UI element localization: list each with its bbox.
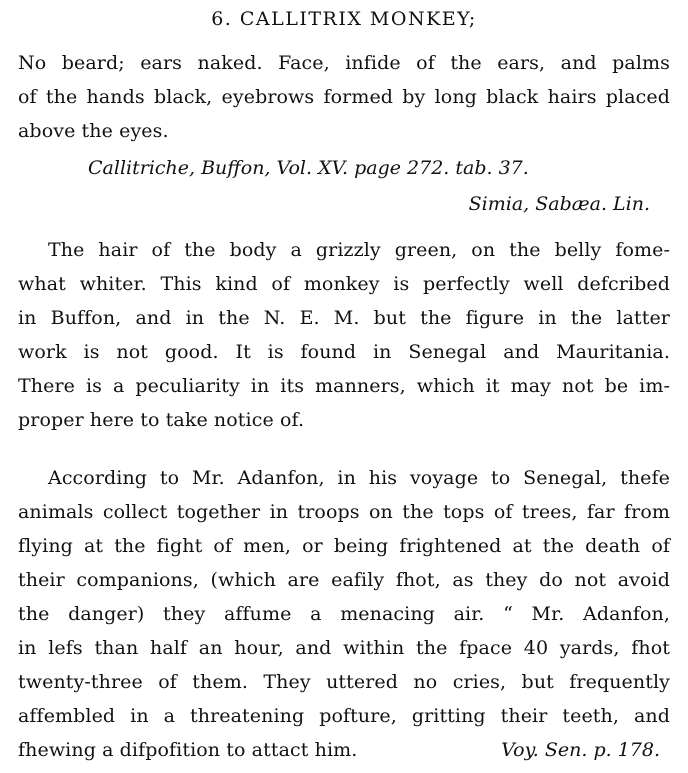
paragraph-line: affembled in a threatening pofture, gritting their teeth, and [18, 705, 670, 727]
paragraph-line: proper here to take notice of. [18, 409, 305, 431]
paragraph-line: twenty-three of them. They uttered no cries, but frequently [18, 671, 670, 693]
paragraph-line: There is a peculiarity in its manners, which it may not be im- [18, 375, 670, 397]
reference-linnaeus: Simia, Sabæa. Lin. [468, 193, 650, 215]
paragraph-line: No beard; ears naked. Face, infide of the ears, and palms [18, 52, 670, 74]
paragraph-line: their companions, (which are eafily fhot, as they do not avoid [18, 569, 670, 591]
paragraph-line: what whiter. This kind of monkey is perfectly well defcribed [18, 273, 670, 295]
paragraph-line: The hair of the body a grizzly green, on the belly fome- [48, 239, 670, 261]
paragraph-line: in Buffon, and in the N. E. M. but the figure in the latter [18, 307, 670, 329]
paragraph-line: above the eyes. [18, 120, 169, 142]
reference-buffon: Callitriche, Buffon, Vol. XV. page 272. tab. 37. [88, 157, 529, 179]
paragraph-line: fhewing a difpofition to attact him. [18, 739, 358, 761]
paragraph-line: work is not good. It is found in Senegal and Mauritania. [18, 341, 670, 363]
paragraph-line: animals collect together in troops on the tops of trees, far from [18, 501, 670, 523]
paragraph-line: in lefs than half an hour, and within the fpace 40 yards, fhot [18, 637, 670, 659]
citation-voyage: Voy. Sen. p. 178. [501, 739, 660, 761]
paragraph-line: flying at the fight of men, or being frightened at the death of [18, 535, 670, 557]
paragraph-line: the danger) they affume a menacing air. “ Mr. Adanfon, [18, 603, 670, 625]
paragraph-line: According to Mr. Adanfon, in his voyage to Senegal, thefe [48, 467, 670, 489]
page-title [0, 6, 688, 32]
title-text: 6. CALLITRIX MONKEY; [211, 8, 477, 30]
paragraph-line: of the hands black, eyebrows formed by long black hairs placed [18, 86, 670, 108]
